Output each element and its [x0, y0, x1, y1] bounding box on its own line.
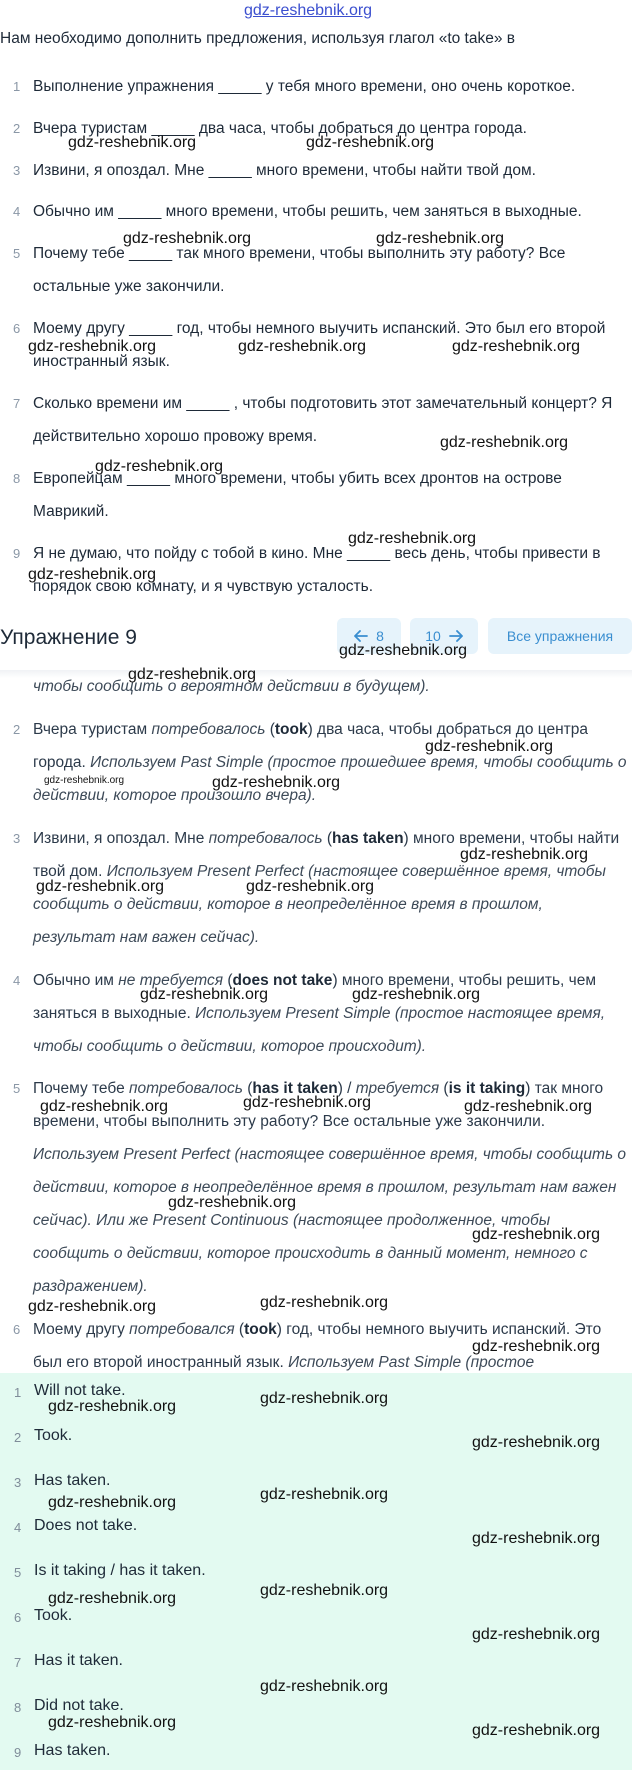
sentence-part: ) два часа, чтобы добраться до центра города. — [33, 721, 588, 771]
answer-number: 5 — [14, 1565, 22, 1580]
watermark: gdz-reshebnik.org — [123, 230, 252, 247]
verb-translation: потребовалось — [151, 721, 266, 738]
grammar-note: Используем Present Simple (простое настоящее время, чтобы сообщить о действии, которое происходит). — [33, 1005, 606, 1055]
explanation-text — [33, 671, 628, 703]
task-number: 7 — [13, 396, 21, 411]
answer-number: 8 — [14, 1700, 22, 1715]
all-exercises-button[interactable] — [488, 618, 632, 654]
grammar-note: Используем Past Simple (простое прошедшее время, чтобы сообщить о действии, которое произошло вчера). — [33, 754, 627, 804]
explanation-text — [33, 964, 628, 1063]
task-text: Выполнение упражнения _____ у тебя много времени, оно очень короткое. — [33, 78, 576, 95]
answer-number: 7 — [14, 1655, 22, 1670]
watermark: gdz-reshebnik.org — [260, 1486, 389, 1503]
watermark: gdz-reshebnik.org — [28, 1298, 157, 1315]
watermark: gdz-reshebnik.org — [260, 1294, 389, 1311]
watermark: gdz-reshebnik.org — [260, 1582, 389, 1599]
watermark: gdz-reshebnik.org — [48, 1494, 177, 1511]
verb-translation: потребовался — [129, 1321, 235, 1338]
verb-form: does not take — [232, 972, 333, 989]
watermark: gdz-reshebnik.org — [243, 1094, 372, 1111]
watermark: gdz-reshebnik.org — [472, 1626, 601, 1643]
task-number: 1 — [13, 79, 21, 94]
watermark: gdz-reshebnik.org — [246, 878, 375, 895]
explanation-number: 5 — [13, 1081, 21, 1096]
answer-number: 9 — [14, 1745, 22, 1760]
verb-form: took — [244, 1321, 277, 1338]
verb-form: is it taking — [448, 1080, 526, 1097]
verb-translation: не требуется — [118, 972, 224, 989]
answer-number: 2 — [14, 1430, 22, 1445]
answer-text: Has taken. — [34, 1742, 111, 1759]
arrow-right-icon — [449, 630, 463, 642]
next-exercise-label: 10 — [425, 628, 441, 644]
watermark: gdz-reshebnik.org — [95, 458, 224, 475]
task-text: Моему другу _____ год, чтобы немного выучить испанский. Это был его второй иностранный язык. — [33, 320, 606, 370]
exercise-title: Упражнение 9 — [0, 626, 137, 649]
watermark-link[interactable]: gdz-reshebnik.org — [244, 2, 373, 19]
sentence-part: ( — [223, 972, 233, 989]
answer-text: Will not take. — [34, 1382, 126, 1399]
answers-panel — [0, 1373, 632, 1770]
answer-text: Did not take. — [34, 1697, 124, 1714]
watermark: gdz-reshebnik.org — [472, 1530, 601, 1547]
verb-form: has taken — [332, 830, 404, 847]
watermark: gdz-reshebnik.org — [40, 1098, 169, 1115]
answer-text: Took. — [34, 1607, 73, 1624]
answer-text: Took. — [34, 1427, 73, 1444]
task-text: Почему тебе _____ так много времени, чтобы выполнить эту работу? Все остальные уже закончили. — [33, 245, 566, 295]
task-text: Европейцам _____ много времени, чтобы убить всех дронтов на острове Маврикий. — [33, 470, 562, 520]
sentence-part: ) год, чтобы немного выучить испанский. Это был его второй иностранный язык. — [33, 1321, 602, 1371]
sentence-part: ) так много времени, чтобы выполнить эту работу? Все остальные уже закончили. — [33, 1080, 604, 1130]
watermark: gdz-reshebnik.org — [260, 1390, 389, 1407]
watermark: gdz-reshebnik.org — [44, 775, 125, 786]
verb-translation: требуется — [355, 1080, 440, 1097]
watermark: gdz-reshebnik.org — [68, 134, 197, 151]
sentence-part: Моему другу — [33, 1321, 130, 1338]
watermark: gdz-reshebnik.org — [128, 666, 257, 683]
arrow-left-icon — [354, 630, 368, 642]
task-number: 3 — [13, 163, 21, 178]
task-intro: Нам необходимо дополнить предложения, используя глагол «to take» в — [0, 30, 516, 47]
answer-text: Does not take. — [34, 1517, 138, 1534]
watermark: gdz-reshebnik.org — [452, 338, 581, 355]
grammar-note: Используем Present Perfect (настоящее совершённое время, чтобы сообщить о действии, которое в неопределённое время в прошлом, результат нам важен сейчас). Или же Present Continuous (настоящее продолженное, чтобы сообщить о действии, которое происходить в данный момент, немного с раздражением). — [33, 1146, 627, 1295]
watermark: gdz-reshebnik.org — [472, 1226, 601, 1243]
answer-text: Has it taken. — [34, 1652, 123, 1669]
watermark: gdz-reshebnik.org — [168, 1194, 297, 1211]
answer-number: 1 — [14, 1385, 22, 1400]
sentence-part: ( — [439, 1080, 449, 1097]
verb-form: has it taken — [252, 1080, 338, 1097]
answer-number: 4 — [14, 1520, 22, 1535]
sentence-part: ) / — [337, 1080, 356, 1097]
answer-text: Has taken. — [34, 1472, 111, 1489]
explanation-text — [33, 713, 628, 812]
explanation-note: чтобы сообщить о вероятном действии в будущем). — [33, 678, 430, 695]
watermark: gdz-reshebnik.org — [460, 846, 589, 863]
grammar-note: Используем Present Perfect (настоящее совершённое время, чтобы сообщить о действии, которое в неопределённое время в прошлом, результат нам важен сейчас). — [33, 863, 606, 946]
task-number: 2 — [13, 121, 21, 136]
watermark: gdz-reshebnik.org — [306, 134, 435, 151]
task-text: Извини, я опоздал. Мне _____ много времени, чтобы найти твой дом. — [33, 162, 536, 179]
watermark: gdz-reshebnik.org — [212, 774, 341, 791]
grammar-note: Используем Past Simple (простое — [288, 1354, 535, 1371]
watermark: gdz-reshebnik.org — [348, 530, 477, 547]
sentence-part: Обычно им — [33, 972, 119, 989]
task-text: Сколько времени им _____ , чтобы подготовить этот замечательный концерт? Я действительно хорошо провожу время. — [33, 395, 613, 445]
task-number: 8 — [13, 471, 21, 486]
sentence-part: Вчера туристам — [33, 721, 152, 738]
all-exercises-label: Все упражнения — [506, 628, 614, 644]
sentence-part: Почему тебе — [33, 1080, 130, 1097]
watermark: gdz-reshebnik.org — [48, 1714, 177, 1731]
sentence-part: ( — [234, 1321, 245, 1338]
answer-text: Is it taking / has it taken. — [34, 1562, 206, 1579]
watermark: gdz-reshebnik.org — [472, 1434, 601, 1451]
task-number: 9 — [13, 546, 21, 561]
answer-number: 3 — [14, 1475, 22, 1490]
prev-exercise-label: 8 — [376, 628, 384, 644]
watermark: gdz-reshebnik.org — [425, 738, 554, 755]
verb-translation: потребовалось — [129, 1080, 243, 1097]
task-number: 4 — [13, 204, 21, 219]
watermark: gdz-reshebnik.org — [339, 642, 468, 659]
sentence-part: Извини, я опоздал. Мне — [33, 830, 209, 847]
task-number: 6 — [13, 321, 21, 336]
explanation-number: 3 — [13, 831, 21, 846]
explanation-number: 4 — [13, 973, 21, 988]
task-text: Обычно им _____ много времени, чтобы решить, чем заняться в выходные. — [33, 203, 582, 220]
watermark: gdz-reshebnik.org — [472, 1338, 601, 1355]
watermark: gdz-reshebnik.org — [36, 878, 165, 895]
watermark: gdz-reshebnik.org — [238, 338, 367, 355]
watermark: gdz-reshebnik.org — [464, 1098, 593, 1115]
watermark: gdz-reshebnik.org — [140, 986, 269, 1003]
task-text: Я не думаю, что пойду с тобой в кино. Мне _____ весь день, чтобы привести в порядок свою комнату, и я чувствую усталость. — [33, 545, 601, 595]
explanation-number: 6 — [13, 1322, 21, 1337]
watermark: gdz-reshebnik.org — [472, 1722, 601, 1739]
sentence-part: ) много времени, чтобы найти твой дом. — [33, 830, 620, 880]
sentence-part: ) много времени, чтобы решить, чем заняться в выходные. — [33, 972, 596, 1022]
watermark: gdz-reshebnik.org — [48, 1398, 177, 1415]
task-text: Вчера туристам _____ два часа, чтобы добраться до центра города. — [33, 120, 527, 137]
answer-number: 6 — [14, 1610, 22, 1625]
watermark: gdz-reshebnik.org — [260, 1678, 389, 1695]
watermark: gdz-reshebnik.org — [28, 338, 157, 355]
watermark: gdz-reshebnik.org — [352, 986, 481, 1003]
watermark: gdz-reshebnik.org — [48, 1590, 177, 1607]
exercise-header — [0, 618, 632, 676]
verb-form: took — [274, 721, 308, 738]
verb-translation: потребовалось — [208, 830, 323, 847]
sentence-part: ( — [242, 1080, 253, 1097]
watermark: gdz-reshebnik.org — [376, 230, 505, 247]
sentence-part: ( — [322, 830, 333, 847]
explanation-number: 2 — [13, 722, 21, 737]
watermark: gdz-reshebnik.org — [28, 566, 157, 583]
task-number: 5 — [13, 246, 21, 261]
watermark: gdz-reshebnik.org — [440, 434, 569, 451]
sentence-part: ( — [265, 721, 275, 738]
